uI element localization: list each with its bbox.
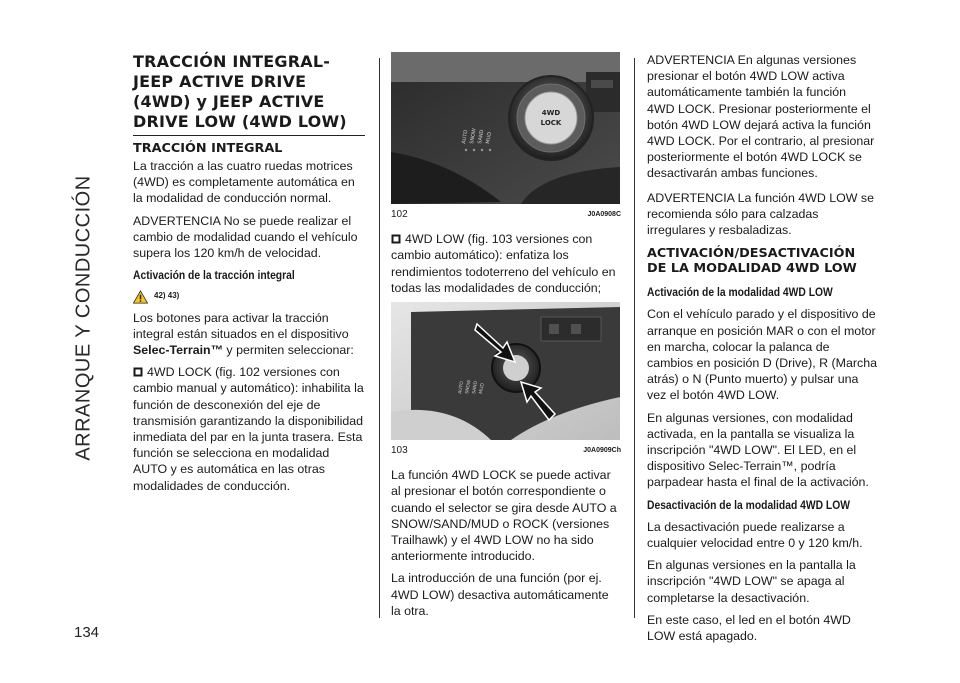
knob-label-line-2: LOCK <box>540 119 562 127</box>
selec-terrain-arrows-image <box>391 302 620 440</box>
selec-terrain-term: Selec-Terrain™ <box>133 343 223 358</box>
warning-reference-row <box>133 288 365 304</box>
paragraph: La función 4WD LOCK se puede activar al presionar el botón correspondiente o cuando el selector se gira desde AUTO a SNOW/SAND/MUD o ROCK (versiones Trailhawk) y el 4WD LOW no ha sido anteriormente introducido. <box>391 468 617 564</box>
paragraph: La tracción a las cuatro ruedas motrices (4WD) es completamente automática en la modalidad de conducción normal. <box>133 159 355 206</box>
column-1 <box>133 52 365 500</box>
square-bullet-icon <box>133 367 143 377</box>
mode-label: SNOW <box>465 379 473 395</box>
figure-102-caption <box>391 207 621 225</box>
mode-label: SAND <box>477 129 486 145</box>
heading-deactivation-4wd-low: Desactivación de la modalidad 4WD LOW <box>647 497 851 512</box>
warning-paragraph: ADVERTENCIA En algunas versiones presionar el botón 4WD LOW activa automáticamente también la función 4WD LOCK. Presionar posteriormente el botón 4WD LOW dejará activa la función 4WD LOCK. Por el contrario, al presionar posteriormente el botón 4WD LOCK se desactivarán ambas funciones. <box>647 53 875 181</box>
column-2 <box>391 52 621 625</box>
figure-code: J0A0909Ch <box>583 447 621 455</box>
figure-102-photo <box>391 52 620 204</box>
warning-refs: 42) 43) <box>154 291 180 301</box>
figure-code: J0A0908C <box>587 211 621 218</box>
paragraph <box>133 364 365 494</box>
paragraph: La introducción de una función (por ej. 4WD LOW) desactiva automáticamente la otra. <box>391 571 609 618</box>
column-divider <box>634 58 635 618</box>
heading-activation-4wd-low: Activación de la modalidad 4WD LOW <box>647 285 833 300</box>
paragraph: En algunas versiones, con modalidad activada, en la pantalla se visualiza la inscripción "4WD LOW". El LED, en el dispositivo Selec-Terrain™, podría parpadear hasta el final de la activación. <box>647 410 869 490</box>
mode-label: AUTO <box>458 381 466 395</box>
figure-103-caption <box>391 443 621 461</box>
paragraph: En algunas versiones en la pantalla la inscripción "4WD LOW" se apaga al completarse la desactivación. <box>647 558 856 605</box>
selec-terrain-knob-image <box>391 52 620 204</box>
warning-paragraph: ADVERTENCIA No se puede realizar el cambio de modalidad cuando el vehículo supera los 120 km/h de velocidad. <box>133 213 358 261</box>
warning-triangle-icon <box>133 290 148 304</box>
section-heading-4wd-low: ACTIVACIÓN/DESACTIVACIÓN DE LA MODALIDAD 4WD LOW <box>647 246 857 277</box>
knob-label-line-1: 4WD <box>541 109 561 117</box>
chapter-side-tab: ARRANQUE Y CONDUCCIÓN <box>72 175 95 461</box>
column-3 <box>647 52 877 650</box>
section-title: TRACCIÓN INTEGRAL-JEEP ACTIVE DRIVE (4WD) y JEEP ACTIVE DRIVE LOW (4WD LOW) <box>133 52 365 136</box>
mode-label: SAND <box>472 380 480 395</box>
heading-activation: Activación de la tracción integral <box>133 268 295 283</box>
page-number: 134 <box>74 624 100 641</box>
text-run: y permiten seleccionar: <box>222 343 354 358</box>
subsection-title: TRACCIÓN INTEGRAL <box>133 141 283 156</box>
mode-label: SNOW <box>469 127 478 145</box>
figure-number: 102 <box>391 209 408 220</box>
paragraph <box>133 310 365 359</box>
square-bullet-icon <box>391 234 401 244</box>
figure-number: 103 <box>391 445 408 457</box>
text-run: 4WD LOW (fig. 103 versiones con cambio automático): enfatiza los rendimientos todoterreno del vehículo en todas las modalidades de conducción; <box>391 232 616 295</box>
figure-103-photo <box>391 302 620 440</box>
paragraph: Con el vehículo parado y el dispositivo de arranque en posición MAR o con el motor en marcha, colocar la palanca de cambios en posición D (Drive), R (Marcha atrás) o N (Punto muerto) y pulsar una vez el botón 4WD LOW. <box>647 307 877 403</box>
paragraph <box>391 231 621 296</box>
paragraph: La desactivación puede realizarse a cualquier velocidad entre 0 y 120 km/h. <box>647 519 863 551</box>
column-divider <box>379 58 380 618</box>
mode-label: MUD <box>485 131 494 145</box>
mode-label: AUTO <box>461 129 470 145</box>
text-run: Los botones para activar la tracción integral están situados en el dispositivo <box>133 310 349 341</box>
text-run: 4WD LOCK (fig. 102 versiones con cambio manual y automático): inhabilita la función de desconexión del eje de transmisión garantizando la disponibilidad inmediata del par en la junta trasera. Esta función se selecciona en modalidad AUTO y es automática en las otras modalidades de conducción. <box>133 365 364 493</box>
warning-paragraph: ADVERTENCIA La función 4WD LOW se recomienda sólo para calzadas irregulares y resbaladizas. <box>647 190 875 238</box>
mode-label: MUD <box>479 383 486 395</box>
paragraph: En este caso, el led en el botón 4WD LOW está apagado. <box>647 612 851 644</box>
